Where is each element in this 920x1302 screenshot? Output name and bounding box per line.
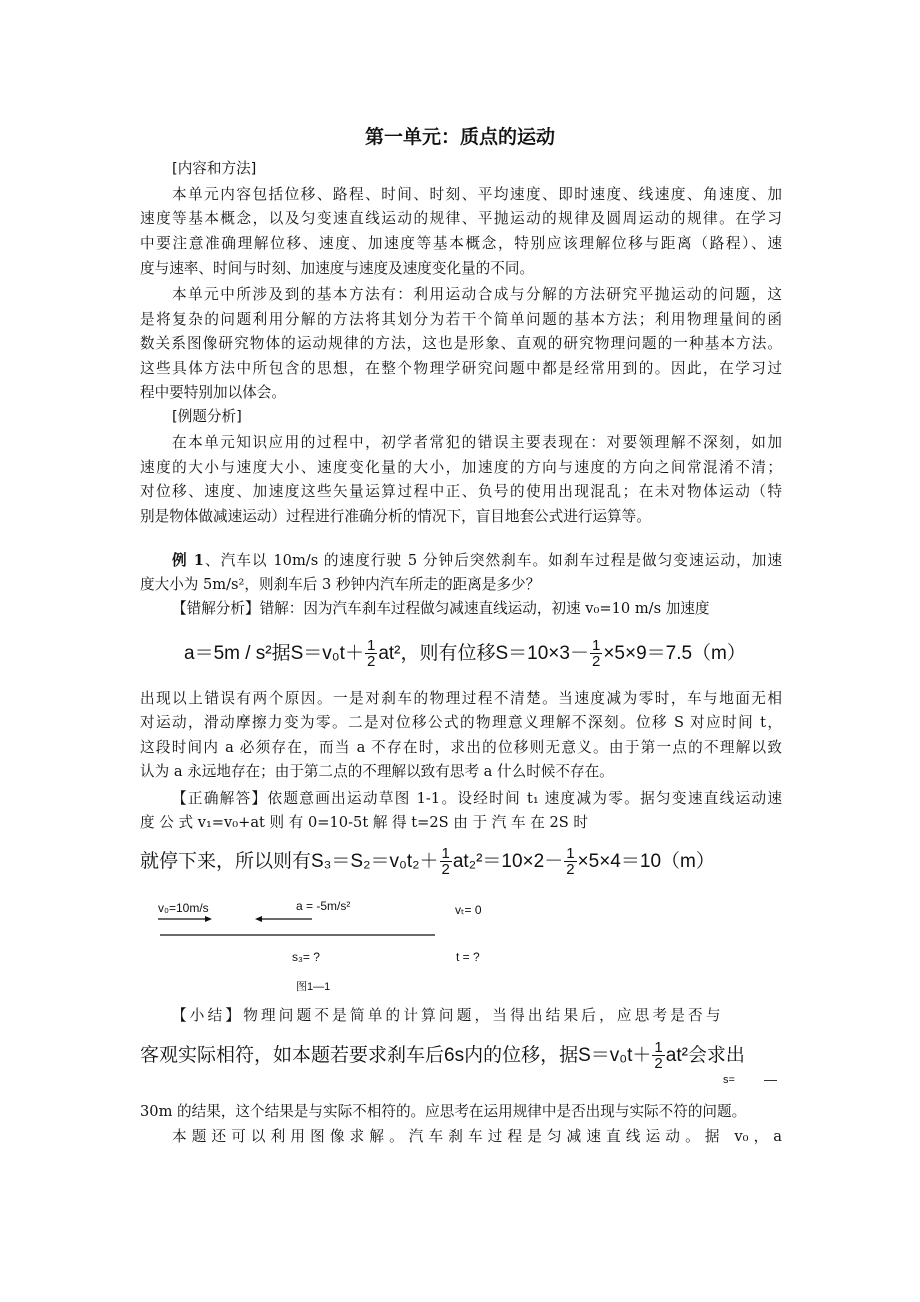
fraction-half: $\frac{1}{2}$	[366, 637, 376, 671]
fraction-half: $\frac{1}{2}$	[654, 1039, 663, 1073]
summary-line: 【小结】物理问题不是简单的计算问题，当得出结果后，应思考是否与	[172, 1007, 724, 1024]
fraction-half: $\frac{1}{2}$	[566, 845, 575, 879]
acceleration-label: a = -5m/s²	[296, 899, 351, 913]
formula-correct-solution: 就停下来，所以则有S₃＝S₂＝v₀t₂＋ $\frac{1}{2}$ at₂²＝10×2－ $\frac{1}{2}$ ×5×4＝10（m）	[140, 845, 715, 879]
initial-velocity-label: v₀=10m/s	[158, 901, 209, 915]
paragraph-line: 别是物体做减速运动）过程进行准确分析的情况下，盲目地套公式进行运算等。	[140, 508, 651, 525]
section-heading-example-analysis: [例题分析]	[172, 408, 242, 425]
fraction-half: $\frac{1}{2}$	[441, 845, 450, 879]
acceleration-arrowhead	[255, 916, 262, 922]
paragraph-line: 中要注意准确理解位移、速度、加速度等基本概念，特别应该理解位移与距离（路程）、速	[140, 235, 782, 252]
formula-summary: 客观实际相符，如本题若要求刹车后6s内的位移，据S＝v₀t＋ $\frac{1}{2}$ at²会求出	[140, 1039, 745, 1073]
paragraph-line: 速度的大小与速度大小、速度变化量的大小，加速度的方向与速度的方向之间常混淆不清；	[140, 459, 782, 476]
formula-wrong-solution: a＝5m / s²据S＝v₀t＋ $\frac{1}{2}$ at²，则有位移S＝10×3－ $\frac{1}{2}$ ×5×9＝7.5（m）	[184, 637, 746, 671]
motion-arrows	[150, 910, 450, 946]
example-question-line: 例 1、汽车以 10m/s 的速度行驶 5 分钟后突然刹车。如刹车过程是做匀变速运动，加速	[172, 552, 782, 569]
paragraph-line: 本题还可以利用图像求解。汽车刹车过程是匀减速直线运动。据 v₀，a	[172, 1128, 782, 1145]
paragraph-line: 度与速率、时间与时刻、加速度与速度及速度变化量的不同。	[140, 260, 535, 277]
final-velocity-label: vₜ= 0	[455, 903, 482, 917]
paragraph-line: 在本单元知识应用的过程中，初学者常犯的错误主要表现在：对要领理解不深刻，如加	[172, 434, 782, 451]
paragraph-line: 出现以上错误有两个原因。一是对刹车的物理过程不清楚。当速度减为零时，车与地面无相	[140, 690, 782, 707]
section-heading-content-methods: [内容和方法]	[172, 160, 257, 177]
example-label: 例 1	[172, 552, 204, 569]
fraction-half: $\frac{1}{2}$	[591, 637, 601, 671]
paragraph-line: 速度等基本概念，以及匀变速直线运动的规律、平抛运动的规律及圆周运动的规律。在学习	[140, 210, 782, 227]
summary-label: 【小结】	[172, 1007, 244, 1024]
paragraph-line: 本单元中所涉及到的基本方法有：利用运动合成与分解的方法研究平抛运动的问题，这	[172, 286, 782, 303]
paragraph-line: 认为 a 永远地存在；由于第二点的不理解以致有思考 a 什么时候不存在。	[140, 763, 614, 780]
correct-solution-label: 【正确解答】	[172, 790, 268, 807]
paragraph-line: 本单元内容包括位移、路程、时间、时刻、平均速度、即时速度、线速度、角速度、加	[172, 186, 782, 203]
page-title: 第一单元：质点的运动	[364, 126, 555, 148]
time-label: t = ?	[456, 950, 480, 964]
paragraph-line: 30m 的结果，这个结果是与实际不相符的。应思考在运用规律中是否出现与实际不符的问题。	[140, 1103, 747, 1120]
example-question-line: 度大小为 5m/s²，则刹车后 3 秒钟内汽车所走的距离是多少？	[140, 576, 541, 593]
paragraph-line: 这段时间内 a 必须存在，而当 a 不存在时，求出的位移则无意义。由于第一点的不理解以致	[140, 739, 782, 756]
correct-solution-intro: 【正确解答】依题意画出运动草图 1-1。设经时间 t₁ 速度减为零。据匀变速直线运动速	[172, 790, 782, 807]
displacement-label: s₃= ?	[292, 950, 320, 964]
displacement-symbol: s=	[723, 1074, 735, 1086]
paragraph-line: 度 公 式 v₁=v₀+at 则 有 0=10-5t 解 得 t=2S 由 于 汽 车 在 2S 时	[140, 814, 588, 831]
paragraph-line: 这些具体方法中所包含的思想，在整个物理学研究问题中都是经常用到的。因此，在学习过	[140, 360, 782, 377]
figure-caption: 图1—1	[296, 981, 331, 993]
wrong-analysis-intro: 【错解分析】错解：因为汽车刹车过程做匀减速直线运动，初速 v₀=10 m/s 加速度	[172, 600, 710, 617]
velocity-arrowhead	[205, 916, 212, 922]
wrong-analysis-label: 【错解分析】	[172, 600, 260, 617]
paragraph-line: 数关系图像研究物体的运动规律的方法，这也是形象、直观的研究物理问题的一种基本方法。	[140, 335, 782, 352]
paragraph-line: 是将复杂的问题利用分解的方法将其划分为若干个简单问题的基本方法；利用物理量间的函	[140, 311, 782, 328]
paragraph-line: 程中要特别加以体会。	[140, 384, 286, 401]
paragraph-line: 对运动，滑动摩擦力变为零。二是对位移公式的物理意义理解不深刻。位移 S 对应时间 t，	[140, 714, 782, 731]
minus-sign: —	[764, 1072, 777, 1087]
paragraph-line: 对位移、速度、加速度这些矢量运算过程中正、负号的使用出现混乱；在未对物体运动（特	[140, 483, 782, 500]
